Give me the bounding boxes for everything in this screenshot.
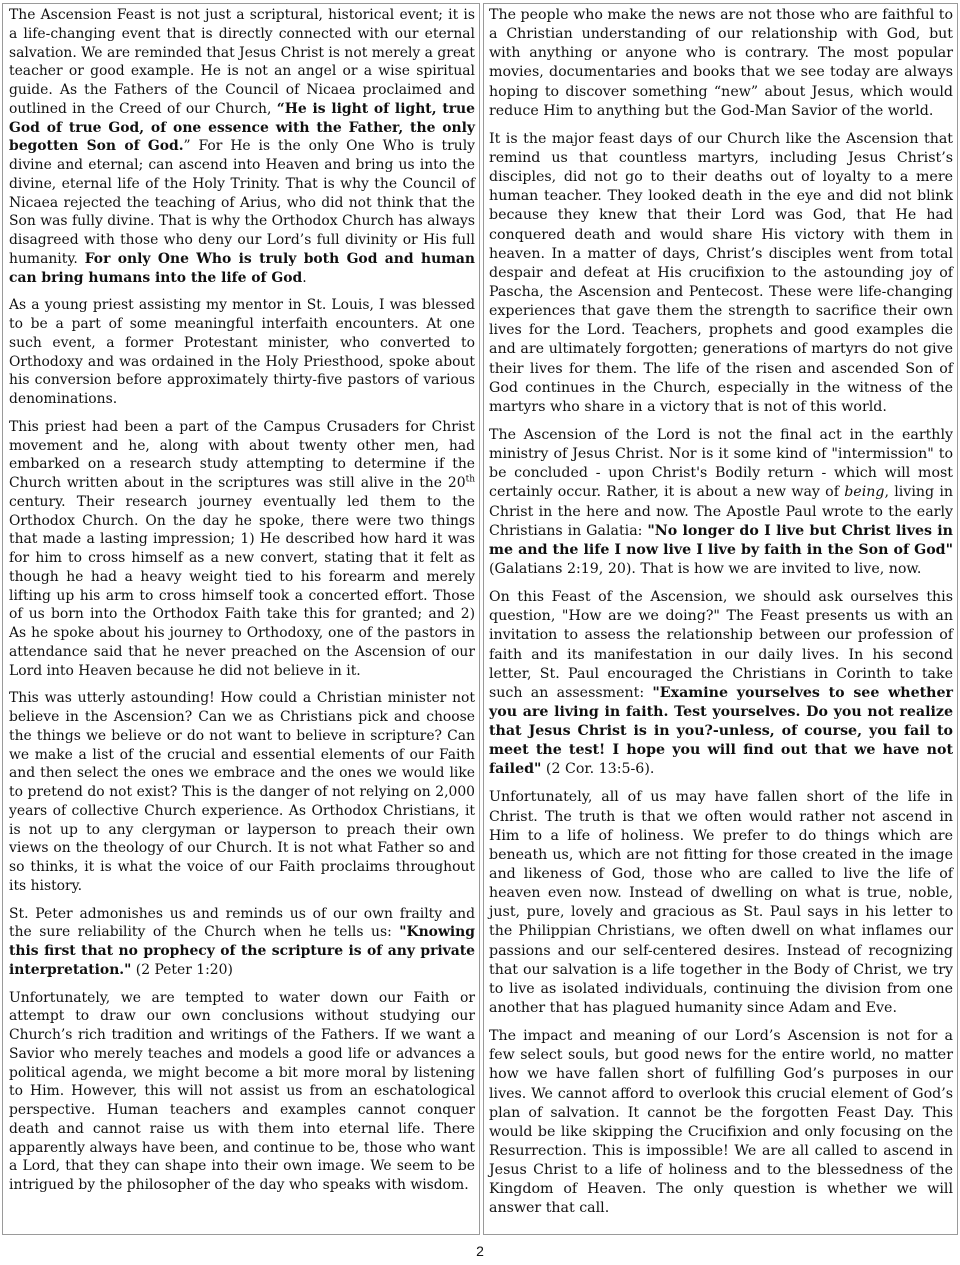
article-paragraph	[489, 588, 953, 779]
article-paragraph	[489, 788, 953, 1018]
article-paragraph	[9, 6, 475, 287]
article-paragraph	[489, 1027, 953, 1218]
right-column	[483, 3, 958, 1235]
emphasis-text: "Knowing this first that no prophecy of the scripture is of any private interpretation."	[9, 924, 475, 978]
paragraph-text: .	[302, 269, 307, 286]
left-column	[2, 3, 480, 1235]
paragraph-text: being	[844, 484, 885, 501]
emphasis-text: "Examine yourselves to see whether you are living in faith. Test yourselves. Do you not realize that Jesus Christ is in you?-unless, of course, you fail to meet the test! I hope you will find out that we have not failed"	[489, 684, 954, 778]
article-paragraph	[9, 689, 475, 895]
paragraph-text: Unfortunately, we are tempted to water down our Faith or attempt to draw our own conclusions without studying our Church’s rich tradition and writings of the Fathers. If we want a Savior who merely teaches and models a good life or advances a political agenda, we might become a bit more moral by listening to Him. However, this will not assist us from an eschatological perspective. Human teachers and examples cannot conquer death and cannot raise us with them into eternal life. There apparently always have been, and continue to be, those who want a Lord, that they can shape into their own image. We seem to be intrigued by the philosopher of the day who speaks with wisdom.	[9, 989, 475, 1193]
superscript-text: th	[465, 474, 475, 485]
paragraph-text: The Ascension of the Lord is not the final act in the earthly ministry of Jesus Christ. Nor is it some kind of "intermission" to be concluded - upon Christ's Bodily return - which will most certainly occur. Rather, it is about a new way of	[489, 426, 953, 501]
paragraph-text: St. Peter admonishes us and reminds us of our own frailty and the sure reliability of the Church when he tells us:	[9, 905, 475, 941]
article-paragraph	[489, 426, 953, 579]
emphasis-text: "No longer do I live but Christ lives in me and the life I now live I live by faith in the Son of God"	[489, 522, 953, 558]
paragraph-text: (Galatians 2:19, 20). That is how we are invited to live, now.	[489, 560, 922, 577]
article-paragraph	[9, 418, 475, 681]
paragraph-text: Unfortunately, all of us may have fallen short of the life in Christ. The truth is that we often would rather not ascend in Him to a life of holiness. We prefer to do things which are beneath us, which are not fitting for those created in the image and likeness of God, those who are called to live the life of heaven even now. Instead of dwelling on what is true, noble, just, pure, lovely and gracious as St. Paul says in his letter to the Philippian Christians, we often dwell on what inflames our passions and our self-centered desires. Instead of recognizing that our salvation is a life together in the Body of Christ, we try to live as isolated individuals, continuing the division from one another that has plagued humanity since Adam and Eve.	[489, 789, 953, 1017]
paragraph-text: ” For He is the only One Who is truly divine and eternal; can ascend into Heaven and bring us into the divine, eternal life of the Holy Trinity. That is why the Council of Nicaea rejected the teaching of Arius, who did not think that the Son was fully divine. That is why the Orthodox Church has always disagreed with those who deny our Lord’s full divinity or His full humanity.	[9, 138, 475, 267]
paragraph-text: It is the major feast days of our Church like the Ascension that remind us that countless martyrs, including Jesus Christ’s disciples, did not go to their deaths out of loyalty to a mere human teacher. They looked death in the eye and did not blink because they knew that their Lord was God, that He had conquered death and would share His victory with them in heaven. In a matter of days, Christ’s disciples went from total despair and defeat at His crucifixion to the astounding joy of Pascha, the Ascension and Pentecost. These were life-changing experiences that gave them the strength to sacrifice their own lives for the Lord. Teachers, prophets and good examples die and are ultimately forgotten; generations of martyrs do not give their lives for them. The life of the risen and ascended Son of God continues in the Church, especially in the witness of the martyrs who share in a victory that is not of this world.	[489, 130, 953, 415]
paragraph-text: (2 Peter 1:20)	[131, 961, 233, 978]
article-paragraph	[9, 905, 475, 980]
article-paragraph	[489, 6, 953, 121]
paragraph-text: This was utterly astounding! How could a Christian minister not believe in the Ascension? Can we as Christians pick and choose the things we believe or do not want to believe in scripture? Can we make a list of the crucial and essential elements of our Faith and then select the ones we embrace and the ones we would like to pretend do not exist? This is the danger of not relying on 2,000 years of collective Church experience. As Orthodox Christians, it is not up to any clergyman or layperson to preach their own views on the theology of our Church. It is not what Father so and so thinks, it is what the voice of our Faith proclaims throughout its history.	[9, 690, 475, 894]
paragraph-text: , living in Christ in the here and now. The Apostle Paul wrote to the early Christians in Galatia:	[489, 484, 953, 539]
paragraph-text: This priest had been a part of the Campus Crusaders for Christ movement and he, along with about twenty other men, had embarked on a research study attempting to determine if the Church written about in the scriptures was still alive in the 20	[9, 418, 475, 491]
paragraph-text: As a young priest assisting my mentor in St. Louis, I was blessed to be a part of some meaningful interfaith encounters. At one such event, a former Protestant minister, who converted to Orthodoxy and was ordained in the Holy Priesthood, spoke about his conversion before approximately thirty-five pastors of various denominations.	[9, 297, 475, 407]
paragraph-text: On this Feast of the Ascension, we should ask ourselves this question, "How are we doing?" The Feast presents us with an invitation to assess the relationship between our profession of faith and its manifestation in our daily lives. In his second letter, St. Paul encouraged the Christians in Corinth to take such an assessment:	[489, 589, 953, 701]
page-number: 2	[476, 1243, 484, 1259]
emphasis-text: For only One Who is truly both God and human can bring humans into the life of God	[9, 250, 475, 286]
article-paragraph	[9, 989, 475, 1195]
article-paragraph	[9, 296, 475, 409]
article-paragraph	[489, 130, 953, 417]
paragraph-text: (2 Cor. 13:5-6).	[541, 761, 655, 778]
emphasis-text: “He is light of light, true God of true God, of one essence with the Father, the only begotten Son of God.	[9, 100, 475, 155]
paragraph-text: century. Their research journey eventually led them to the Orthodox Church. On the day he spoke, there were two things that made a lasting impression; 1) He described how hard it was for him to cross himself as a new convert, stating that it felt as though he had a heavy weight tied to his forearm and merely lifting up his arm to cross himself took a concerted effort. Those of us born into the Orthodox Faith take this for granted; and 2) As he spoke about his journey to Orthodoxy, one of the pastors in attendance said that he never preached on the Ascension of our Lord into Heaven because he did not believe in it.	[9, 493, 475, 679]
paragraph-text: The impact and meaning of our Lord’s Ascension is not for a few select souls, but good news for the entire world, no matter how we have fallen short of fulfilling God’s purposes in our lives. We cannot afford to overlook this crucial element of God’s plan of salvation. It cannot be the forgotten Feast Day. This would be like skipping the Crucifixion and only focusing on the Resurrection. This is impossible! We are all called to ascend in Jesus Christ to a life of holiness and to the blessedness of the Kingdom of Heaven. The only question is whether we will answer that call.	[489, 1028, 953, 1217]
paragraph-text: The people who make the news are not those who are faithful to a Christian understanding of our relationship with God, but with anything or anyone who is contrary. The most popular movies, documentaries and books that we see today are always hoping to discover something “new” about Jesus, which would reduce Him to anything but the God-Man Savior of the world.	[489, 7, 953, 119]
paragraph-text: The Ascension Feast is not just a scriptural, historical event; it is a life-changing event that is directly connected with our eternal salvation. We are reminded that Jesus Christ is not merely a great teacher or good example. He is not an angel or a wise spiritual guide. As the Fathers of the Council of Nicaea proclaimed and outlined in the Creed of our Church,	[9, 7, 475, 117]
